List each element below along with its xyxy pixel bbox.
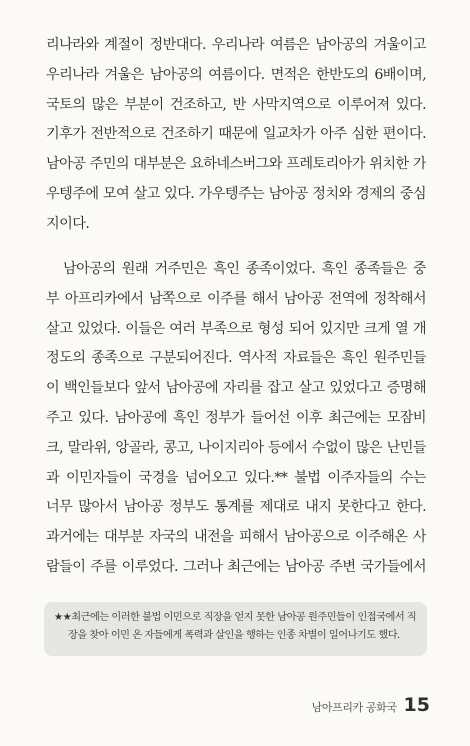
- text-line: 정도의 종족으로 구분되어진다. 역사적 자료들은 흑인 원주민들: [46, 350, 426, 367]
- text-line: 우리나라 겨울은 남아공의 여름이다. 면적은 한반도의 6배이며,: [46, 66, 426, 83]
- text-line: 주고 있다. 남아공에 흑인 정부가 들어선 이후 최근에는 모잠비: [46, 409, 426, 426]
- paragraph-1: [46, 31, 426, 240]
- text-line: 우텡주에 모여 살고 있다. 가우텡주는 남아공 정치와 경제의 중심: [46, 185, 426, 202]
- text-line: 과거에는 대부분 자국의 내전을 피해서 남아공으로 이주해온 사: [46, 529, 426, 546]
- text-line: 과 이민자들이 국경을 넘어오고 있다.** 불법 이주자들의 수는: [46, 469, 426, 486]
- text-line: 남아공의 원래 거주민은 흑인 종족이었다. 흑인 종족들은 중: [63, 261, 426, 277]
- footnote-box: [44, 602, 427, 656]
- text-line: 이 백인들보다 앞서 남아공에 자리를 잡고 살고 있었다고 증명해: [46, 380, 426, 397]
- text-line: 국토의 많은 부분이 건조하고, 반 사막지역으로 이루어져 있다.: [46, 96, 426, 113]
- footnote-line: ★★최근에는 이러한 불법 이민으로 직장을 얻지 못한 남아공 원주민들이 인접국에서 직: [54, 612, 417, 623]
- text-line: 부 아프리카에서 남쪽으로 이주를 해서 남아공 전역에 정착해서: [46, 290, 426, 307]
- page-number: 15: [403, 694, 430, 716]
- paragraph-2: [46, 255, 426, 583]
- running-title: 남아프리카 공화국: [311, 701, 397, 714]
- text-line: 남아공 주민의 대부분은 요하네스버그와 프레토리아가 위치한 가: [46, 156, 426, 173]
- text-line: 크, 말라위, 앙골라, 콩고, 나이지리아 등에서 수없이 많은 난민들: [46, 439, 426, 456]
- footnote-line: 장을 찾아 이민 온 자들에게 폭력과 살인을 행하는 인종 차별이 일어나기도 했다.: [68, 630, 400, 641]
- text-line: 너무 많아서 남아공 정부도 통계를 제대로 내지 못한다고 한다.: [46, 499, 426, 516]
- text-line: 람들이 주를 이루었다. 그러나 최근에는 남아공 주변 국가들에서: [46, 558, 426, 575]
- text-line: 리나라와 계절이 정반대다. 우리나라 여름은 남아공의 겨울이고: [46, 37, 426, 53]
- text-line: 기후가 전반적으로 건조하기 때문에 일교차가 아주 심한 편이다.: [46, 126, 426, 143]
- text-line: 지이다.: [46, 215, 90, 232]
- text-line: 살고 있었다. 이들은 여러 부족으로 형성 되어 있지만 크게 열 개: [46, 320, 426, 337]
- page-footer: [312, 694, 430, 716]
